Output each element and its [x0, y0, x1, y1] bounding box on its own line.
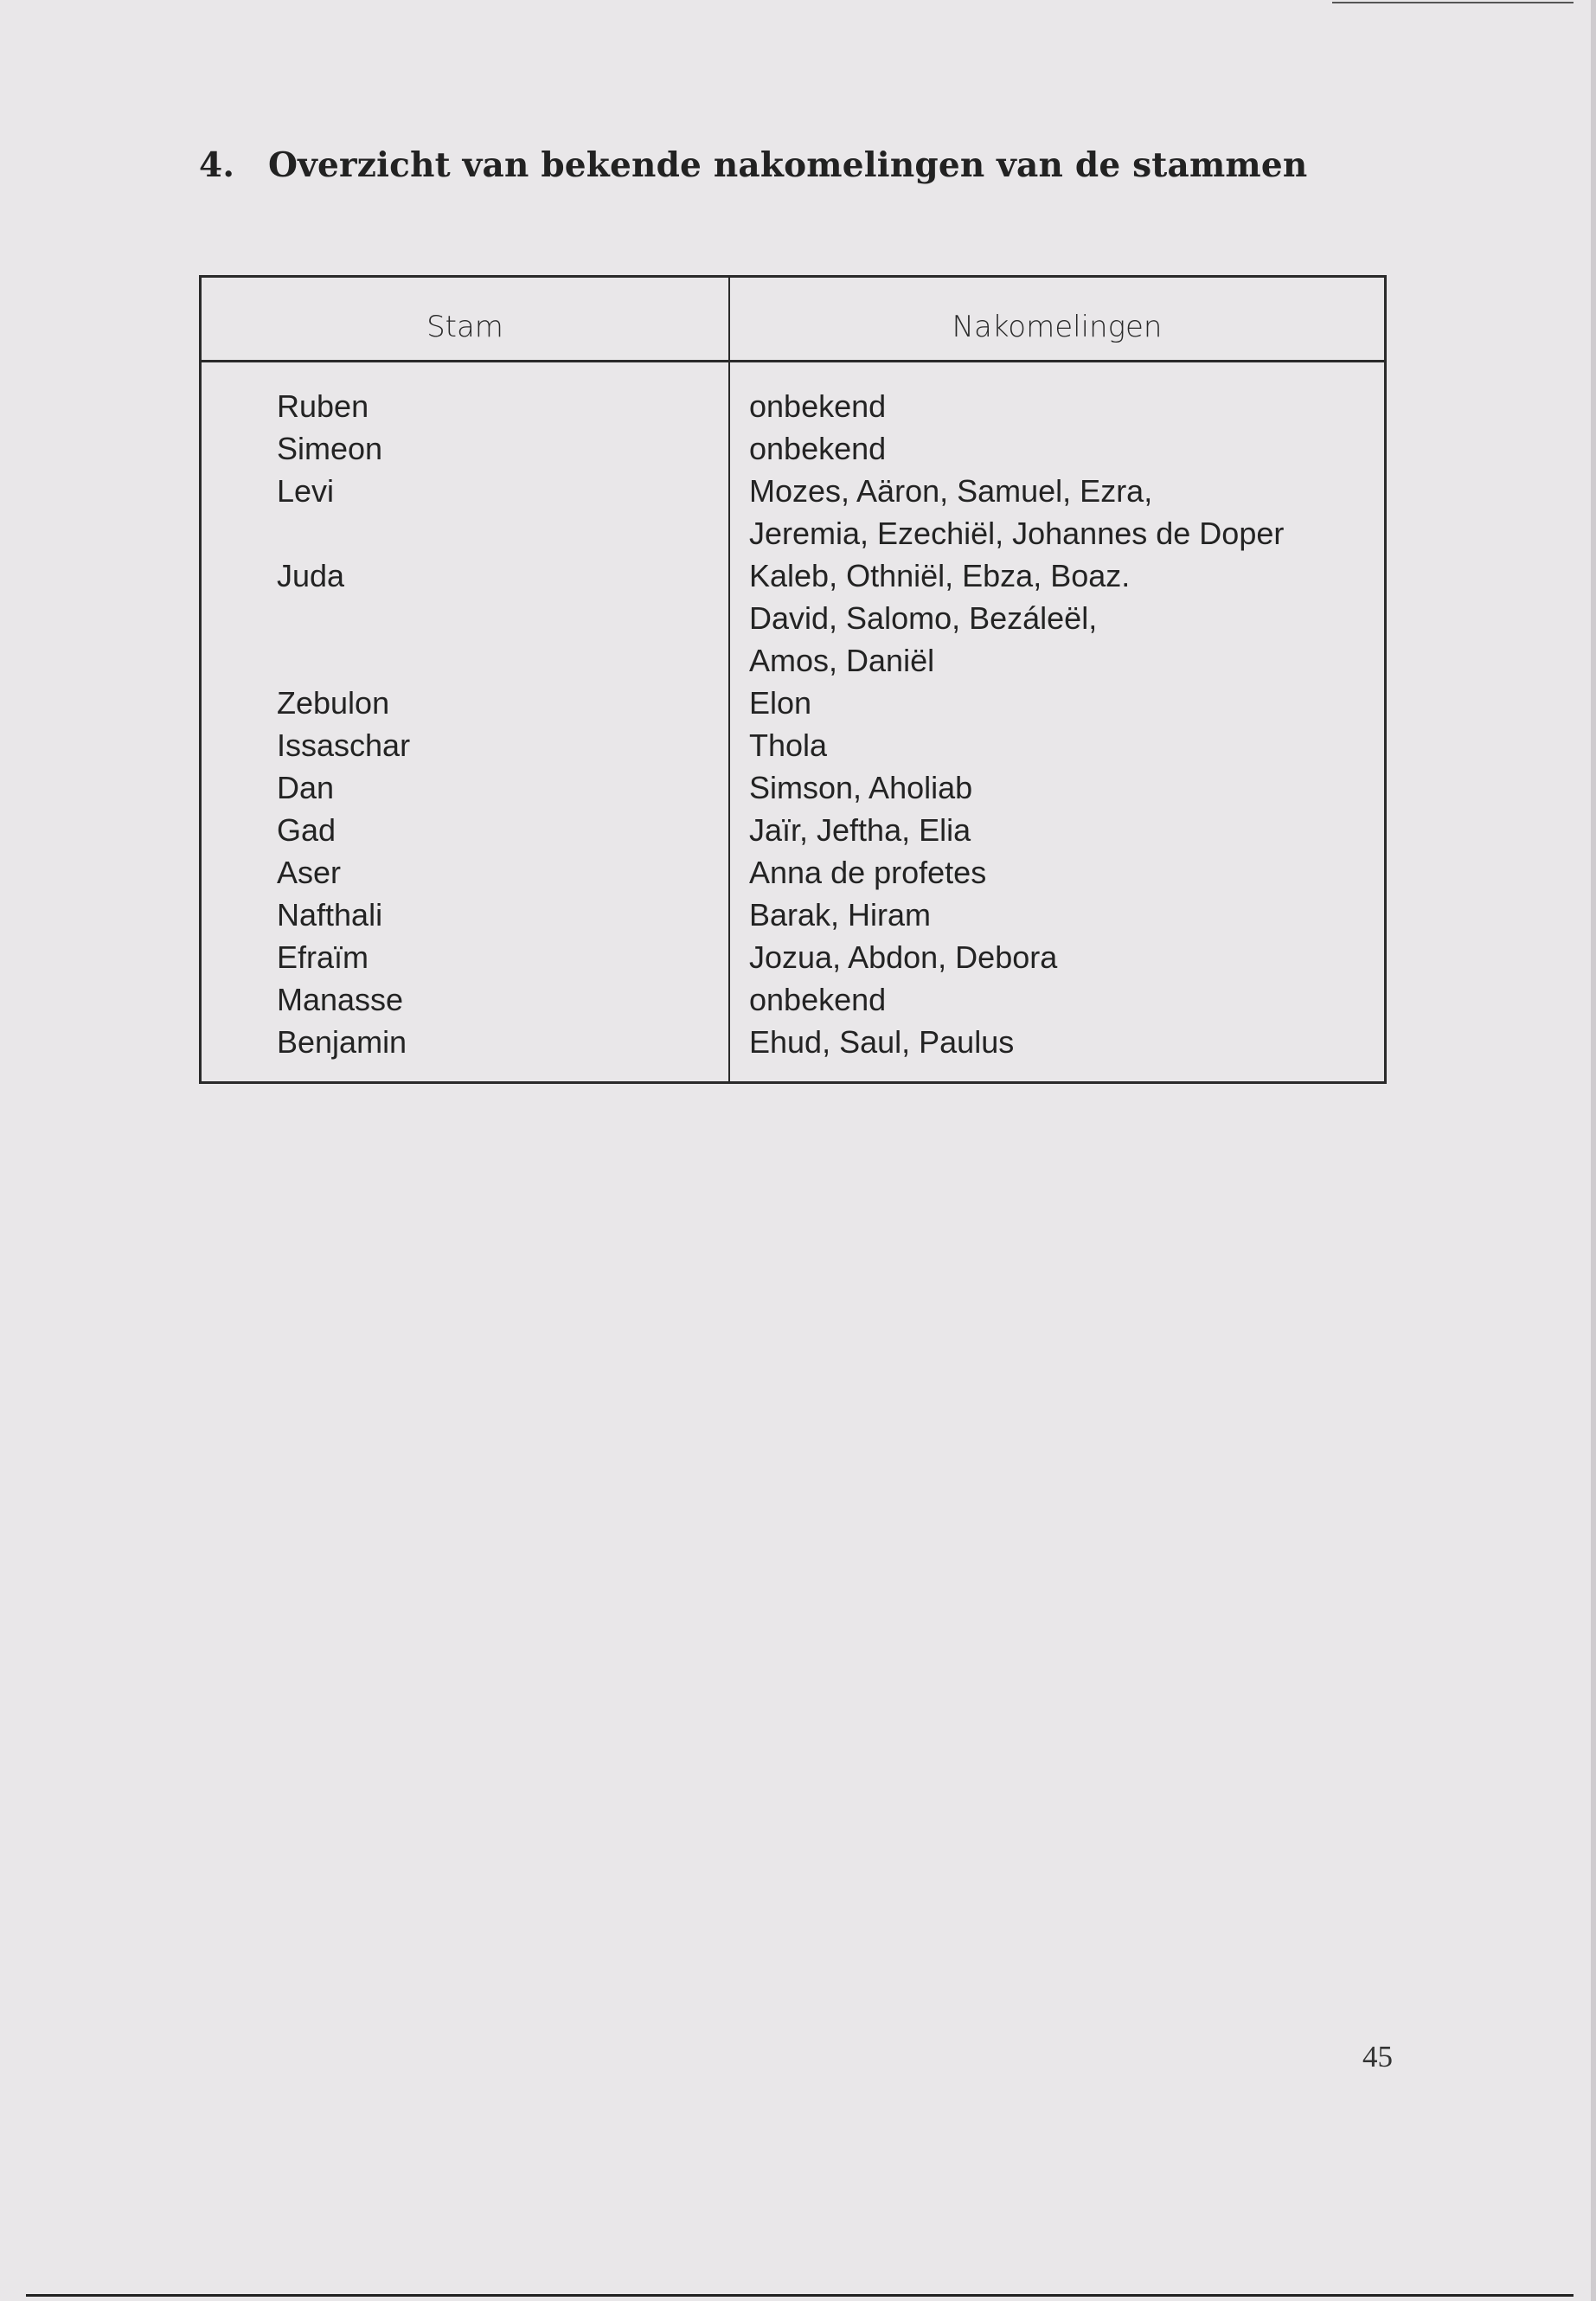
nakomelingen-cell: Jozua, Abdon, Debora — [749, 939, 1058, 975]
stam-cell: Dan — [277, 770, 335, 805]
column-header-nakomelingen: Nakomelingen — [952, 310, 1163, 344]
nakomelingen-cell: Jaïr, Jeftha, Elia — [749, 812, 971, 848]
stam-column — [277, 385, 709, 1063]
nakomelingen-cell: onbekend — [749, 388, 887, 424]
column-header-stam: Stam — [426, 310, 503, 344]
nakomelingen-cell: Thola — [749, 727, 828, 763]
nakomelingen-cell: David, Salomo, Bezáleël, — [749, 600, 1098, 636]
stam-cell: Simeon — [277, 431, 383, 466]
stam-cell: Benjamin — [277, 1024, 407, 1060]
nakomelingen-cell: Mozes, Aäron, Samuel, Ezra, — [749, 473, 1153, 509]
stam-cell: Gad — [277, 812, 337, 848]
stam-cell-empty — [277, 639, 709, 682]
nakomelingen-cell: onbekend — [749, 431, 887, 466]
stam-cell: Ruben — [277, 388, 369, 424]
nakomelingen-cell: Ehud, Saul, Paulus — [749, 1024, 1015, 1060]
stam-cell-empty — [277, 512, 709, 554]
stam-cell: Efraïm — [277, 939, 369, 975]
stam-cell: Zebulon — [277, 685, 390, 721]
stam-cell: Issaschar — [277, 727, 411, 763]
nakomelingen-cell: Anna de profetes — [749, 855, 987, 890]
nakomelingen-cell: Jeremia, Ezechiël, Johannes de Doper — [749, 516, 1285, 551]
descendants-table — [199, 275, 1387, 1084]
stam-cell-empty — [277, 597, 709, 639]
section-heading — [199, 145, 1427, 185]
column-divider — [728, 278, 730, 1081]
stam-cell: Nafthali — [277, 897, 383, 933]
scan-edge-line — [1332, 2, 1574, 3]
stam-cell: Manasse — [277, 982, 404, 1017]
nakomelingen-cell: Amos, Daniël — [749, 643, 935, 678]
section-title: Overzicht van bekende nakomelingen van de stammen — [268, 145, 1308, 185]
scan-bottom-edge — [26, 2294, 1574, 2297]
stam-cell: Aser — [277, 855, 342, 890]
nakomelingen-cell: Simson, Aholiab — [749, 770, 973, 805]
stam-cell: Levi — [277, 473, 335, 509]
header-divider — [202, 360, 1384, 362]
nakomelingen-cell: Elon — [749, 685, 812, 721]
stam-cell: Juda — [277, 558, 345, 593]
nakomelingen-cell: onbekend — [749, 982, 887, 1017]
nakomelingen-column — [749, 385, 1385, 1063]
section-number: 4. — [199, 145, 235, 185]
nakomelingen-cell: Kaleb, Othniël, Ebza, Boaz. — [749, 558, 1131, 593]
nakomelingen-cell: Barak, Hiram — [749, 897, 932, 933]
page-number: 45 — [1362, 2040, 1393, 2073]
